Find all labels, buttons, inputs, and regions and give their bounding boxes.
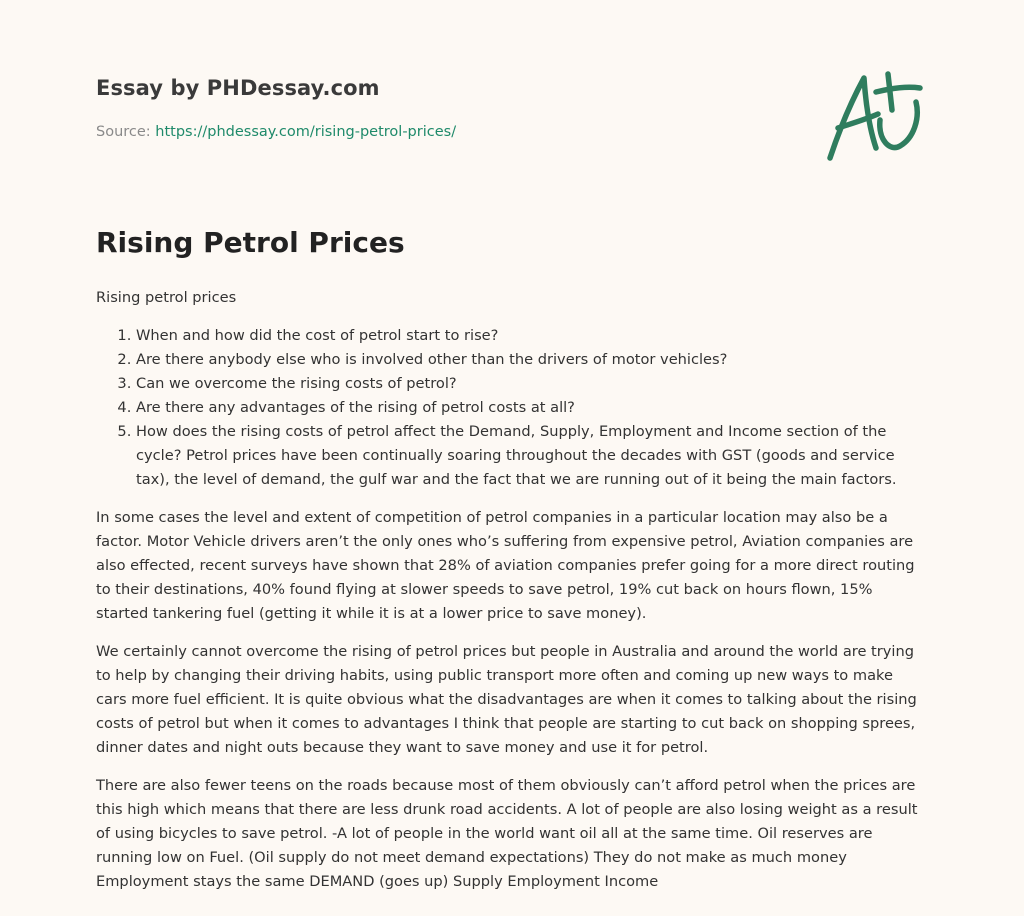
list-item: 3. Can we overcome the rising costs of petrol? xyxy=(136,372,926,396)
essay-body xyxy=(96,286,926,908)
list-item: 1. When and how did the cost of petrol start to rise? xyxy=(136,324,926,348)
site-brand: Essay by PHDessay.com xyxy=(96,76,380,100)
list-item: 4. Are there any advantages of the rising of petrol costs at all? xyxy=(136,396,926,420)
essay-intro: Rising petrol prices xyxy=(96,289,237,306)
essay-title: Rising Petrol Prices xyxy=(96,226,405,259)
essay-paragraph: There are also fewer teens on the roads because most of them obviously can’t afford petrol when the prices are this high which means that there are less drunk road accidents. A lot of people are also losing weight as a result of using bicycles to save petrol. -A lot of people in the world want oil all at the same time. Oil reserves are running low on Fuel. (Oil supply do not meet demand expectations) They do not make as much money Employment stays the same DEMAND (goes up) Supply Employment Income xyxy=(96,777,918,890)
source-link[interactable]: https://phdessay.com/rising-petrol-prices/ xyxy=(155,124,457,140)
source-line xyxy=(96,124,456,140)
a-plus-logo-icon xyxy=(820,68,928,164)
source-label: Source: xyxy=(96,124,156,140)
list-item: 5. How does the rising costs of petrol affect the Demand, Supply, Employment and Income section of the cycle? Petrol prices have been continually soaring throughout the decades with GST (goods and service tax), the level of demand, the gulf war and the fact that we are running out of it being the main factors. xyxy=(136,420,926,492)
essay-paragraph: In some cases the level and extent of competition of petrol companies in a particular location may also be a factor. Motor Vehicle drivers aren’t the only ones who’s suffering from expensive petrol, Aviation companies are also effected, recent surveys have shown that 28% of aviation companies prefer going for a more direct routing to their destinations, 40% found flying at slower speeds to save petrol, 19% cut back on hours flown, 15% started tankering fuel (getting it while it is at a lower price to save money). xyxy=(96,509,915,622)
question-list xyxy=(96,324,926,492)
essay-paragraph: We certainly cannot overcome the rising of petrol prices but people in Australia and around the world are trying to help by changing their driving habits, using public transport more often and coming up new ways to make cars more fuel efficient. It is quite obvious what the disadvantages are when it comes to talking about the rising costs of petrol but when it comes to advantages I think that people are starting to cut back on shopping sprees, dinner dates and night outs because they want to save money and use it for petrol. xyxy=(96,643,917,756)
list-item: 2. Are there anybody else who is involved other than the drivers of motor vehicles? xyxy=(136,348,926,372)
